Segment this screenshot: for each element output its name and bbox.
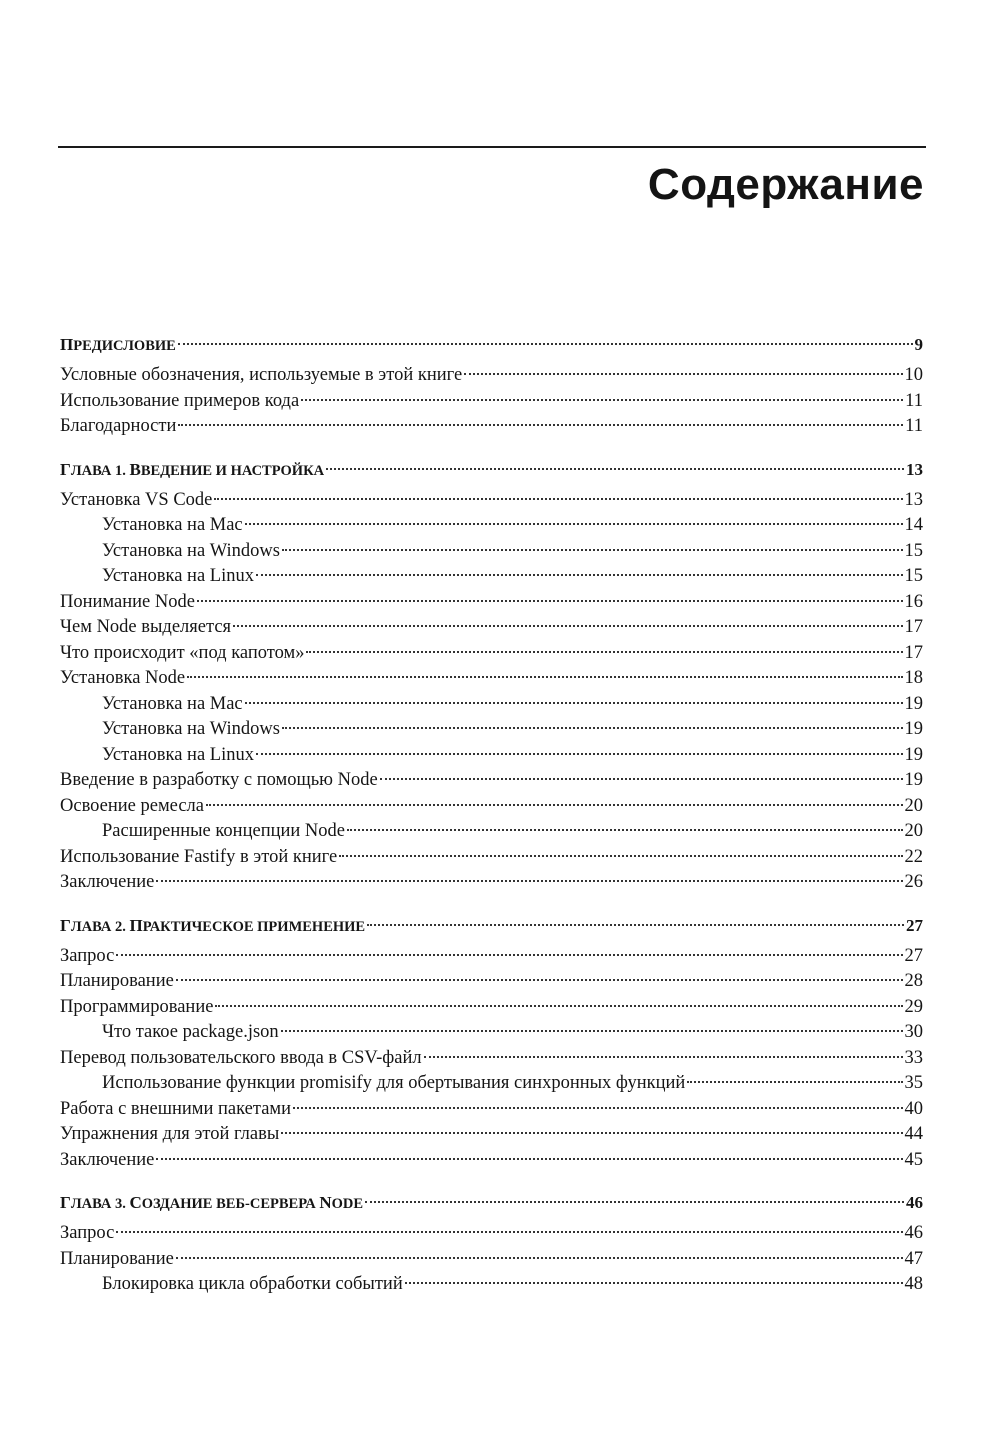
toc-entry-label: ГЛАВА 3. СОЗДАНИЕ ВЕБ-СЕРВЕРА NODE: [60, 1193, 364, 1212]
toc-entry: [60, 1020, 923, 1046]
toc-entry: [60, 513, 923, 539]
toc-entry: [60, 1071, 923, 1097]
toc-entry-label: Что происходит «под капотом»: [60, 642, 305, 663]
dot-leader: [367, 924, 904, 926]
toc-page-number: 17: [904, 617, 923, 637]
toc-page-number: 11: [905, 390, 923, 411]
toc-entry: [60, 794, 923, 820]
dot-leader: [256, 574, 903, 576]
dot-leader: [197, 600, 903, 602]
dot-leader: [245, 523, 903, 525]
toc-entry-label: Установка VS Code: [60, 489, 213, 510]
toc-entry-label: Установка Node: [60, 668, 186, 688]
toc-page-number: 13: [906, 459, 923, 479]
toc-entry-label: Установка на Windows: [102, 719, 280, 739]
toc-entry-label: Понимание Node: [60, 591, 195, 612]
toc-entry: [60, 717, 923, 743]
dot-leader: [281, 1132, 902, 1134]
toc-page-number: 40: [904, 1098, 923, 1119]
dot-leader: [405, 1282, 903, 1284]
toc-page-number: 15: [904, 540, 923, 561]
toc-entry-label: Установка на Linux: [102, 566, 254, 586]
toc-entry: [60, 1046, 923, 1072]
toc-page-number: 29: [904, 996, 923, 1017]
table-of-contents: [60, 332, 923, 1298]
toc-entry: [60, 969, 923, 995]
toc-entry: [60, 768, 923, 794]
toc-page-number: 9: [914, 335, 923, 354]
dot-leader: [293, 1107, 902, 1109]
toc-entry: [60, 363, 923, 389]
toc-page-number: 48: [904, 1274, 923, 1294]
dot-leader: [116, 954, 902, 956]
toc-page-number: 20: [904, 821, 923, 841]
toc-entry-label: Благодарности: [60, 416, 177, 436]
dot-leader: [281, 1030, 903, 1032]
dot-leader: [326, 468, 904, 470]
toc-entry-label: Упражнения для этой главы: [60, 1124, 280, 1144]
toc-page-number: 20: [904, 795, 923, 816]
toc-entry: [60, 743, 923, 769]
toc-entry: [60, 1097, 923, 1123]
toc-entry-label: Блокировка цикла обработки событий: [102, 1274, 403, 1294]
toc-entry-label: Установка на Linux: [102, 744, 254, 765]
toc-entry: [60, 615, 923, 641]
toc-entry: [60, 414, 923, 440]
dot-leader: [380, 778, 903, 780]
dot-leader: [245, 702, 903, 704]
toc-page-number: 19: [904, 744, 923, 765]
toc-page-number: 17: [904, 642, 923, 663]
dot-leader: [178, 343, 913, 345]
dot-leader: [176, 979, 903, 981]
toc-entry-label: Программирование: [60, 996, 214, 1017]
toc-entry-label: Работа с внешними пакетами: [60, 1098, 292, 1119]
toc-page-number: 11: [905, 416, 923, 436]
dot-leader: [282, 727, 903, 729]
dot-leader: [233, 625, 902, 627]
toc-entry-label: Использование функции promisify для обертывания синхронных функций: [102, 1073, 686, 1093]
toc-entry-label: Освоение ремесла: [60, 795, 204, 816]
toc-page-number: 22: [904, 846, 923, 867]
toc-entry-label: Чем Node выделяется: [60, 617, 232, 637]
toc-entry: [60, 389, 923, 415]
toc-entry-label: Заключение: [60, 1149, 155, 1170]
toc-entry: [60, 590, 923, 616]
toc-page-number: 27: [906, 915, 923, 935]
toc-entry-label: Использование Fastify в этой книге: [60, 846, 338, 867]
toc-entry-label: Установка на Windows: [102, 540, 280, 561]
toc-page-number: 30: [904, 1022, 923, 1042]
toc-entry-label: Планирование: [60, 971, 174, 991]
dot-leader: [339, 855, 902, 857]
dot-leader: [256, 753, 903, 755]
toc-entry-label: Планирование: [60, 1248, 174, 1269]
dot-leader: [178, 424, 903, 426]
toc-entry-label: Установка на Mac: [102, 693, 243, 714]
toc-page-number: 27: [904, 945, 923, 966]
toc-page-number: 19: [904, 719, 923, 739]
toc-entry-label: Заключение: [60, 872, 155, 892]
dot-leader: [365, 1201, 904, 1203]
toc-chapter-entry: [60, 457, 923, 482]
toc-page-number: 18: [904, 668, 923, 688]
toc-entry-label: Установка на Mac: [102, 515, 243, 535]
toc-chapter-entry: [60, 332, 923, 357]
toc-entry-label: Что такое package.json: [102, 1022, 279, 1042]
toc-chapter-entry: [60, 1190, 923, 1215]
toc-entry: [60, 870, 923, 896]
dot-leader: [116, 1231, 902, 1233]
toc-entry: [60, 1122, 923, 1148]
toc-page-number: 26: [904, 872, 923, 892]
toc-entry-label: Условные обозначения, используемые в этой книге: [60, 365, 463, 385]
toc-entry: [60, 666, 923, 692]
toc-entry-label: Использование примеров кода: [60, 390, 300, 411]
dot-leader: [687, 1081, 902, 1083]
toc-entry-label: Расширенные концепции Node: [102, 821, 345, 841]
toc-page-number: 33: [904, 1047, 923, 1068]
toc-entry-label: ГЛАВА 2. ПРАКТИЧЕСКОЕ ПРИМЕНЕНИЕ: [60, 915, 366, 935]
toc-entry: [60, 1247, 923, 1273]
toc-page-number: 19: [904, 693, 923, 714]
toc-entry: [60, 845, 923, 871]
dot-leader: [156, 1158, 902, 1160]
toc-entry: [60, 641, 923, 667]
toc-page-number: 46: [906, 1193, 923, 1212]
toc-entry: [60, 1148, 923, 1174]
dot-leader: [347, 829, 903, 831]
dot-leader: [187, 676, 902, 678]
dot-leader: [464, 373, 902, 375]
toc-page-number: 35: [904, 1073, 923, 1093]
dot-leader: [206, 804, 903, 806]
dot-leader: [424, 1056, 903, 1058]
toc-page-number: 46: [904, 1223, 923, 1243]
toc-entry-label: Запрос: [60, 945, 115, 966]
toc-page-number: 45: [904, 1149, 923, 1170]
toc-page-number: 13: [904, 489, 923, 510]
toc-entry: [60, 564, 923, 590]
toc-entry: [60, 819, 923, 845]
toc-entry: [60, 995, 923, 1021]
toc-chapter-entry: [60, 913, 923, 938]
header-rule: [58, 146, 926, 148]
page-title: Содержание: [647, 160, 924, 209]
toc-entry-label: Запрос: [60, 1223, 115, 1243]
toc-page-number: 14: [904, 515, 923, 535]
toc-entry: [60, 944, 923, 970]
toc-page-number: 16: [904, 591, 923, 612]
toc-page-number: 28: [904, 971, 923, 991]
dot-leader: [176, 1257, 903, 1259]
toc-entry-label: Перевод пользовательского ввода в CSV-файл: [60, 1047, 422, 1068]
toc-page-number: 19: [904, 770, 923, 790]
dot-leader: [156, 880, 902, 882]
dot-leader: [306, 651, 902, 653]
toc-entry: [60, 692, 923, 718]
toc-entry: [60, 539, 923, 565]
toc-entry: [60, 1272, 923, 1298]
toc-page-number: 47: [904, 1248, 923, 1269]
toc-entry: [60, 1221, 923, 1247]
toc-page-number: 10: [904, 365, 923, 385]
dot-leader: [215, 1005, 902, 1007]
toc-page-number: 44: [904, 1124, 923, 1144]
dot-leader: [214, 498, 902, 500]
toc-page-number: 15: [904, 566, 923, 586]
dot-leader: [282, 549, 903, 551]
toc-entry: [60, 488, 923, 514]
toc-entry-label: ГЛАВА 1. ВВЕДЕНИЕ И НАСТРОЙКА: [60, 459, 325, 479]
toc-entry-label: ПРЕДИСЛОВИЕ: [60, 335, 176, 354]
dot-leader: [301, 399, 903, 401]
toc-entry-label: Введение в разработку с помощью Node: [60, 770, 378, 790]
